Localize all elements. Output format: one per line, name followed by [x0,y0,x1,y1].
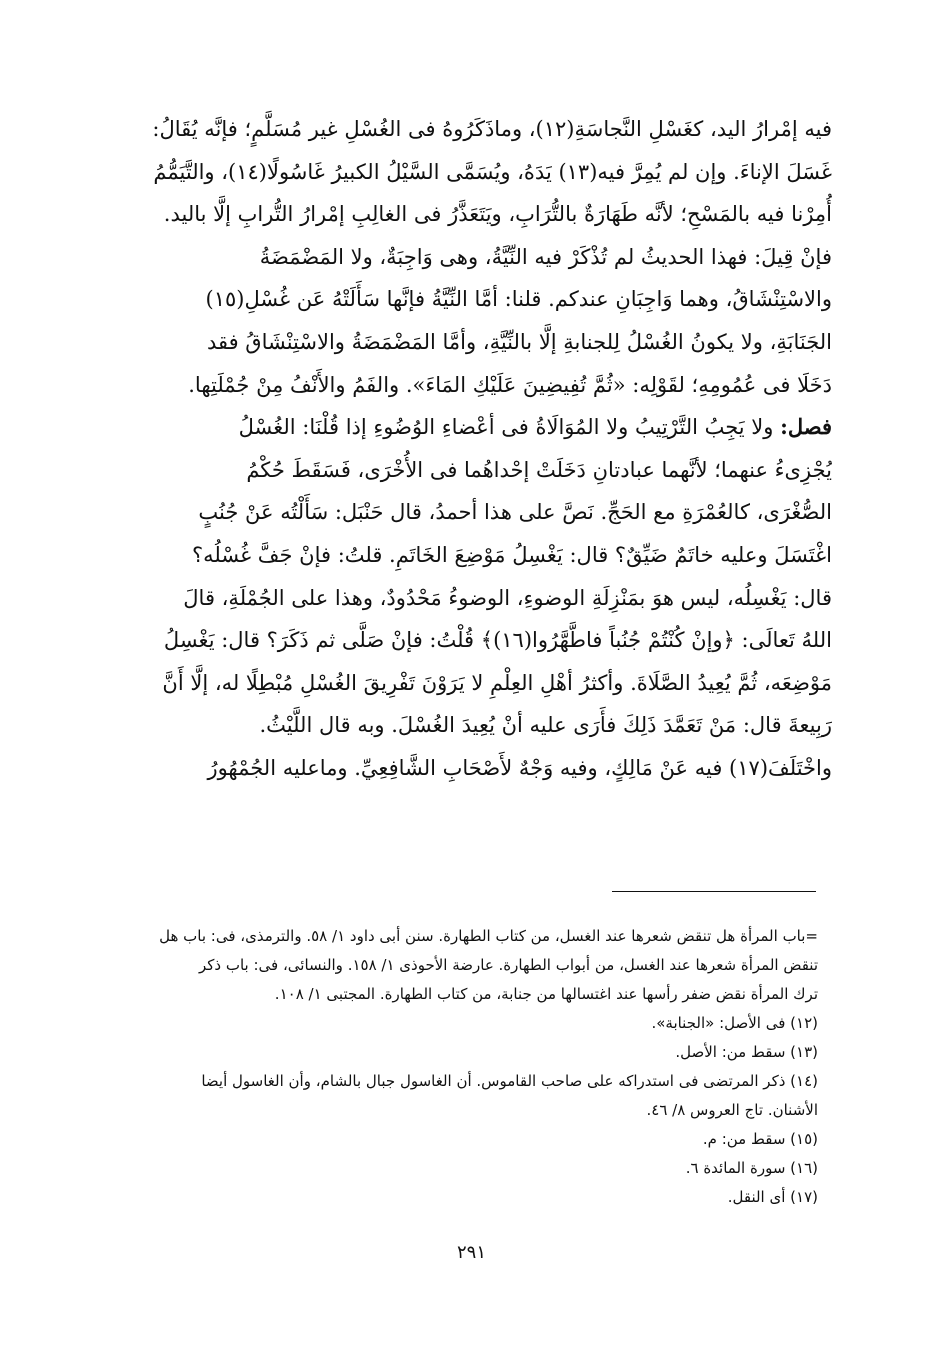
text-line: دَخَلَا فى عُمُومِهِ؛ لقَوْلِه: «ثُمَّ تُفِيضِينَ عَلَيْكِ المَاءَ». والفَمُ والأَنْفُ مِنْ جُمْلَتِها. [188,372,832,397]
main-text-block [118,108,832,790]
section-lead: فصل: [780,414,832,440]
page-number: ٢٩١ [456,1242,486,1263]
text-line: الصُّغْرَى، كالعُمْرَةِ مع الحَجِّ. نَصَّ على هذا أحمدُ، قال حَنْبَل: سَأَلْتُه عَنْ جُنُبٍ [198,500,832,525]
text-line: مَوْضِعَه، ثُمَّ يُعِيدُ الصَّلَاةَ. وأكثرُ أهْلِ العِلْمِ لا يَرَوْنَ تَفْرِيقَ الغُسْلِ مُبْطِلًا له، إلَّا أَنَّ [162,670,832,695]
text-line: والاسْتِنْشَاقُ، وهما وَاجِبَانِ عندكم. قلنا: أمَّا النِّيَّةُ فإنَّها سَأَلَتْهُ عَن غُسْلِ(١٥) [205,287,832,312]
footnote-line: (١٣) سقط من: الأصل. [675,1043,818,1061]
text-line: فإنْ قِيلَ: فهذا الحديثُ لم تُذْكَرْ فيه النِّيَّةُ، وهى وَاجِبَةٌ، ولا المَضْمَضَةُ [259,244,832,269]
footnote-line: ترك المرأة نقض ضفر رأسها عند اغتسالها من جنابة، من كتاب الطهارة. المجتبى ١/ ١٠٨. [274,985,818,1003]
text-line: اللهُ تَعالَى: ﴿وإنْ كُنْتُمْ جُنُباً فاطَّهَّرُوا(١٦)﴾ قُلْتُ: فإنْ صَلَّى ثم ذَكَرَ؟ قال: يَغْسِلُ [163,628,832,653]
section-heading-line: فصل: ولا يَجِبُ التَّرْتِيبُ ولا المُوَالَاةُ فى أعْضاءِ الوُضُوءِ إذا قُلْنَا: الغُسْلُ [238,414,832,440]
footnote-line: =باب المرأة هل تنقض شعرها عند الغسل، من كتاب الطهارة. سنن أبى داود ١/ ٥٨. والترمذى، فى: باب هل [159,927,818,945]
text-line: أُمِرْنا فيه بالمَسْحِ؛ لأنَّه طَهَارَةٌ بالتُّرَابِ، ويَتَعَذَّرُ فى الغالِبِ إمْرارُ التُّرابِ إلَّا باليد. [163,202,832,227]
text-line: فيه إمْرارُ اليد، كغَسْلِ النَّجاسَةِ(١٢)، وماذَكَرُوهُ فى الغُسْلِ غير مُسَلَّمٍ؛ فإنَّه يُقَالُ: [152,117,832,141]
text-line: يُجْزِىءُ عنهما؛ لأنَّهما عبادتانِ دَخَلَتْ إحْداهُما فى الأُخْرَى، فَسَقَطَ حُكْمُ [246,457,832,482]
footnote-line: (١٥) سقط من: م. [702,1130,818,1148]
footnote-divider [612,891,816,892]
text-line: الجَنَابَةِ، ولا يكونُ الغُسْلُ لِلجنابةِ إلَّا بالنِّيَّةِ، وأمَّا المَضْمَضَةُ والاسْتِنْشَاقُ فقد [206,329,832,354]
footnote-line: تنقض المرأة شعرها عند الغسل، من أبواب الطهارة. عارضة الأحوذى ١/ ١٥٨. والنسائى، فى: باب ذكر [198,956,818,974]
footnote-line: (١٢) فى الأصل: «الجنابة». [651,1014,818,1032]
footnote-line: (١٧) أى النقل. [727,1188,818,1206]
text-line: اغْتَسَلَ وعليه خاتَمٌ ضَيِّقٌ؟ قال: يَغْسِلُ مَوْضِعَ الخَاتَمِ. قلتُ: فإنْ جَفَّ غُسْلُه؟ [192,542,832,567]
text-line: رَبِيعةَ قال: مَنْ تَعَمَّدَ ذَلِكَ فأَرَى عليه أنْ يُعِيدَ الغُسْلَ. وبه قال اللَّيْثُ. [259,713,832,738]
text-line: قال: يَغْسِلُه، ليس هوَ بمَنْزِلَةِ الوضوءِ، الوضوءُ مَحْدُودٌ، وهذا على الجُمْلَةِ، قالَ [183,585,832,610]
footnote-line: الأشنان. تاج العروس ٨/ ٤٦. [646,1101,818,1119]
text-line: واخْتَلَفَ(١٧) فيه عَنْ مَالِكٍ، وفيه وَجْهٌ لأَصْحَابِ الشَّافِعِيِّ. وماعليه الجُمْهُورُ [207,755,832,780]
footnote-line: (١٤) ذكر المرتضى فى استدراكه على صاحب القاموس. أن الغاسول جبال بالشام، وأن الغاسول أيضا [201,1072,818,1090]
footnotes-block [118,922,818,1212]
footnote-line: (١٦) سورة المائدة ٦. [685,1159,818,1177]
text-line: غَسَلَ الإناءَ. وإن لم يُمِرَّ فيه(١٣) يَدَهُ، ويُسَمَّى السَّيْلُ الكبيرُ غَاسُولًا(١٤)، والتَّيَمُّمُ [153,159,832,184]
